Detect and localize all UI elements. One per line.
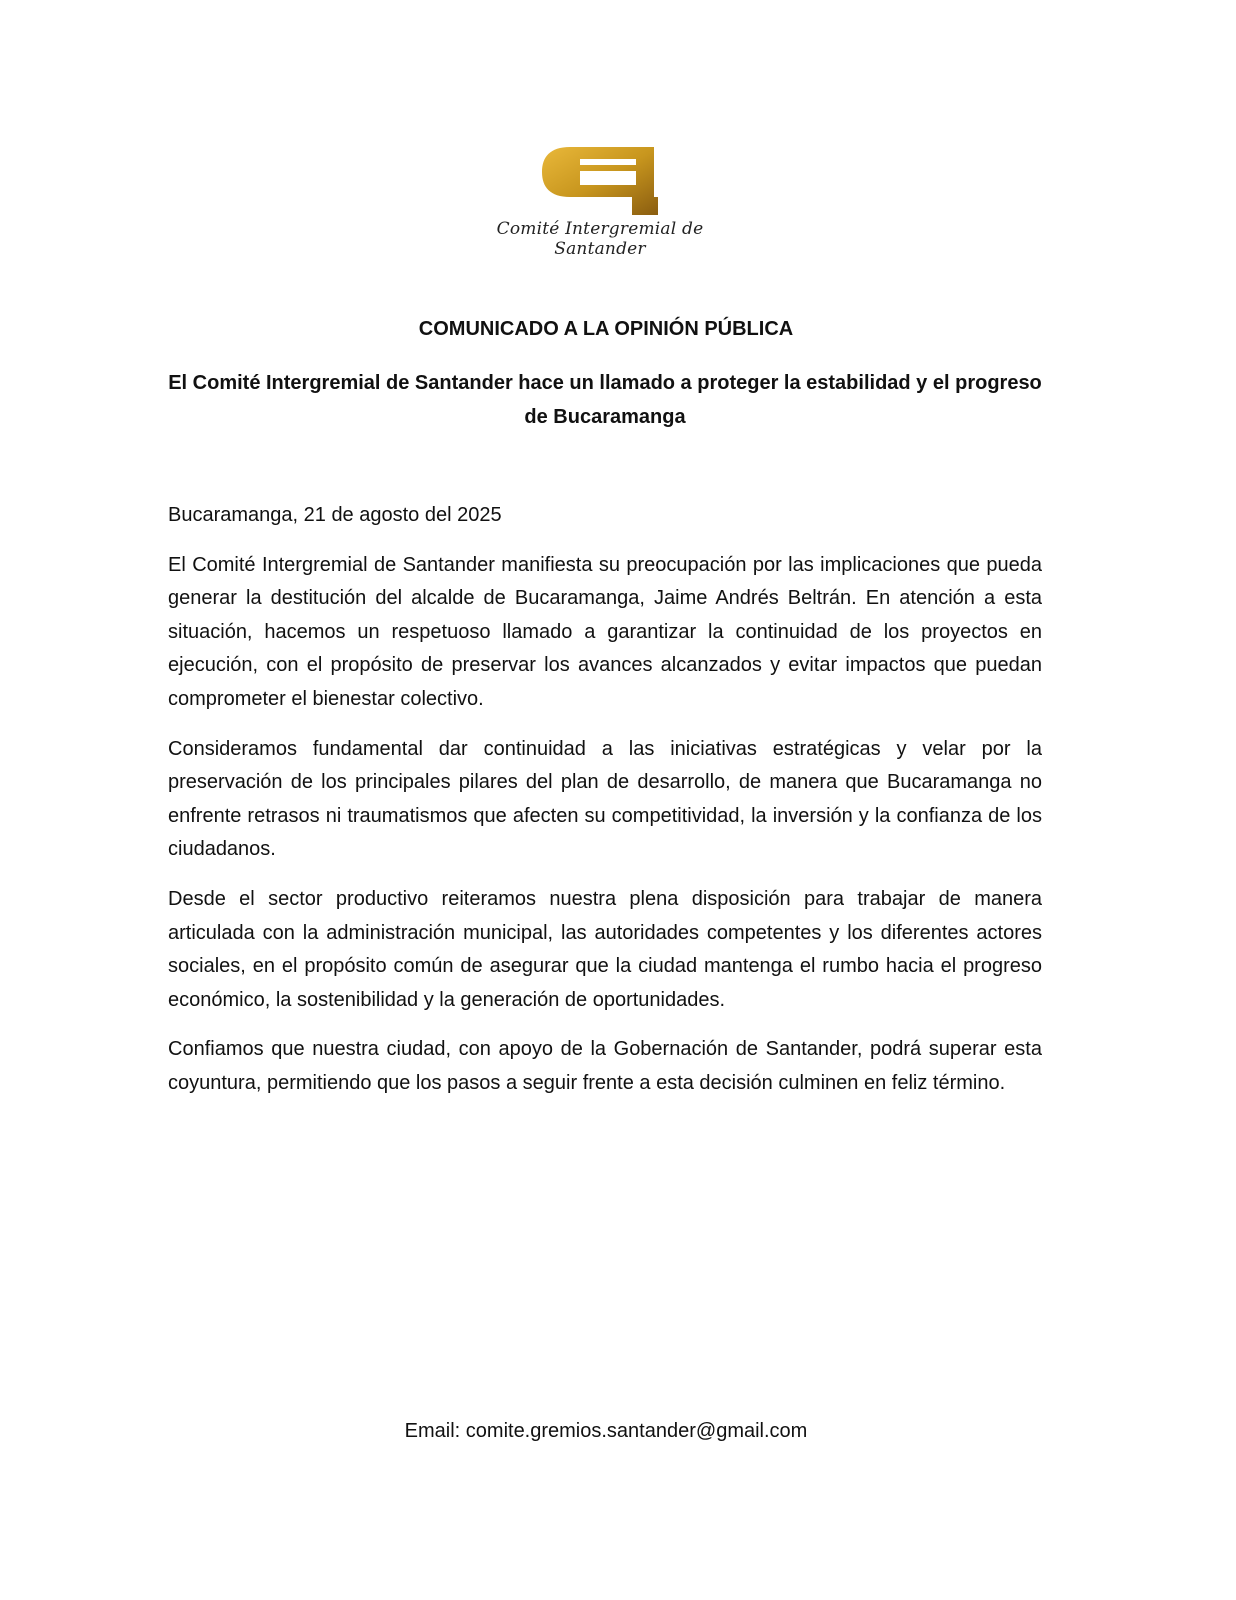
date-line: Bucaramanga, 21 de agosto del 2025 — [168, 504, 502, 526]
paragraph: Desde el sector productivo reiteramos nuestra plena disposición para trabajar de manera articulada con la administración municipal, las autoridades competentes y los diferentes actores sociales, en el propósito común de asegurar que la ciudad mantenga el rumbo hacia el progreso económico, la sostenibilidad y la generación de oportunidades. — [168, 887, 1042, 1011]
document-subtitle: El Comité Intergremial de Santander hace un llamado a proteger la estabilidad y el progreso de Bucaramanga — [168, 372, 1042, 428]
logo-emblem-icon — [540, 145, 660, 217]
paragraph: Consideramos fundamental dar continuidad a las iniciativas estratégicas y velar por la preservación de los principales pilares del plan de desarrollo, de manera que Bucaramanga no enfrente retrasos ni traumatismos que afecten su competitividad, la inversión y la confianza de los ciudadanos. — [168, 737, 1042, 861]
logo-org-name: Comité Intergremial de Santander — [496, 219, 704, 259]
document-body — [168, 499, 1042, 1117]
organization-logo — [455, 145, 745, 259]
paragraph: Confiamos que nuestra ciudad, con apoyo de la Gobernación de Santander, podrá superar esta coyuntura, permitiendo que los pasos a seguir frente a esta decisión culminen en feliz término. — [168, 1038, 1042, 1094]
document-title: COMUNICADO A LA OPINIÓN PÚBLICA — [418, 318, 794, 340]
paragraph: El Comité Intergremial de Santander manifiesta su preocupación por las implicaciones que pueda generar la destitución del alcalde de Bucaramanga, Jaime Andrés Beltrán. En atención a esta situación, hacemos un respetuoso llamado a garantizar la continuidad de los proyectos en ejecución, con el propósito de preservar los avances alcanzados y evitar impactos que puedan comprometer el bienestar colectivo. — [168, 553, 1042, 710]
footer-email: Email: comite.gremios.santander@gmail.com — [404, 1420, 808, 1442]
